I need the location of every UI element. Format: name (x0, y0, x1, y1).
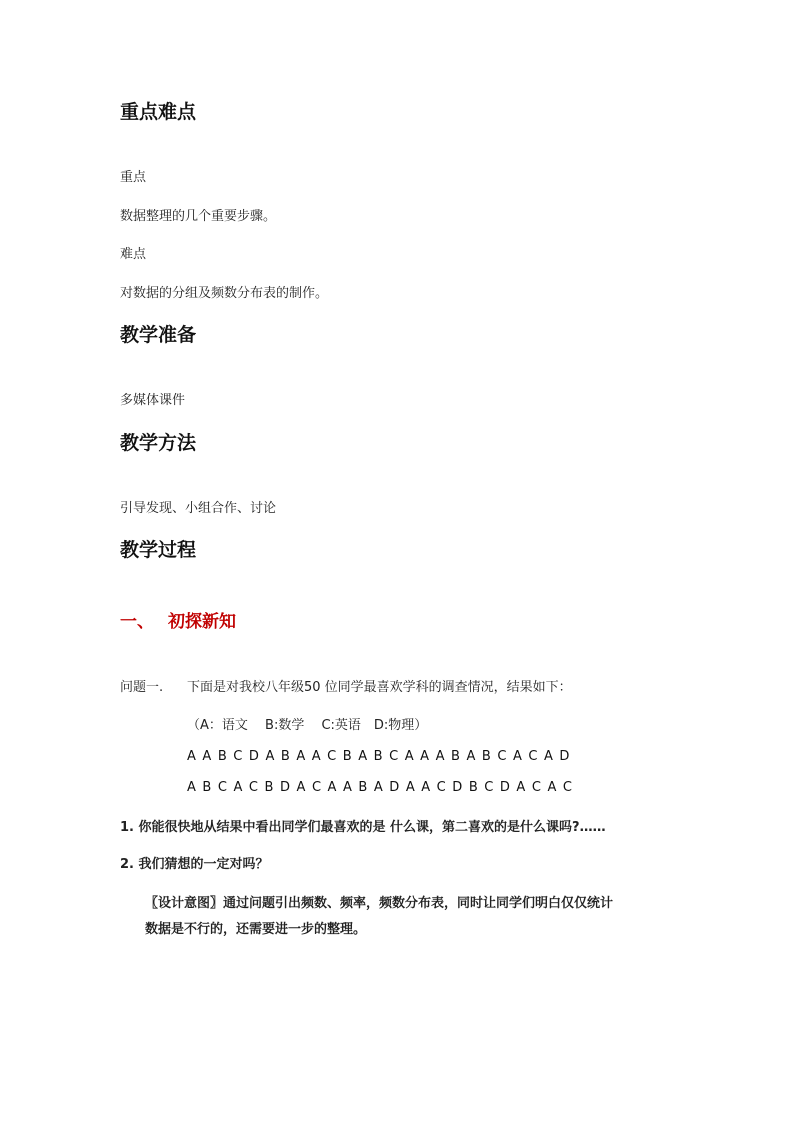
answer-options: （A：语文 B:数学 C:英语 D:物理） (187, 718, 428, 733)
survey-data-line-1: A A B C D A B A A C B A B C A A A B A B C A C A D (187, 749, 571, 764)
heading-process: 教学过程 (120, 539, 197, 561)
difficult-point-text: 对数据的分组及频数分布表的制作。 (120, 286, 329, 301)
problem-text: 下面是对我校八年级50 位同学最喜欢学科的调查情况，结果如下： (187, 680, 572, 695)
design-intent-line-1: 〖设计意图〗通过问题引出频数、频率，频数分布表，同时让同学们明白仅仅统计 (145, 896, 614, 911)
problem-label: 问题一. (120, 680, 164, 695)
key-point-text: 数据整理的几个重要步骤。 (120, 209, 277, 224)
question-1: 1. 你能很快地从结果中看出同学们最喜欢的是 什么课，第二喜欢的是什么课吗?…… (120, 820, 606, 835)
heading-difficulty: 重点难点 (120, 101, 197, 123)
part1-number: 一、 (120, 612, 154, 632)
key-point-label: 重点 (120, 170, 147, 185)
question-2: 2. 我们猜想的一定对吗？ (120, 857, 269, 872)
preparation-text: 多媒体课件 (120, 393, 186, 408)
method-text: 引导发现、小组合作、讨论 (120, 501, 277, 516)
part1-title: 初探新知 (168, 612, 236, 632)
heading-method: 教学方法 (120, 432, 197, 454)
difficult-point-label: 难点 (120, 247, 147, 262)
heading-preparation: 教学准备 (120, 324, 197, 346)
survey-data-line-2: A B C A C B D A C A A B A D A A C D B C D A C A C (187, 780, 574, 795)
design-intent-line-2: 数据是不行的，还需要进一步的整理。 (145, 922, 367, 937)
